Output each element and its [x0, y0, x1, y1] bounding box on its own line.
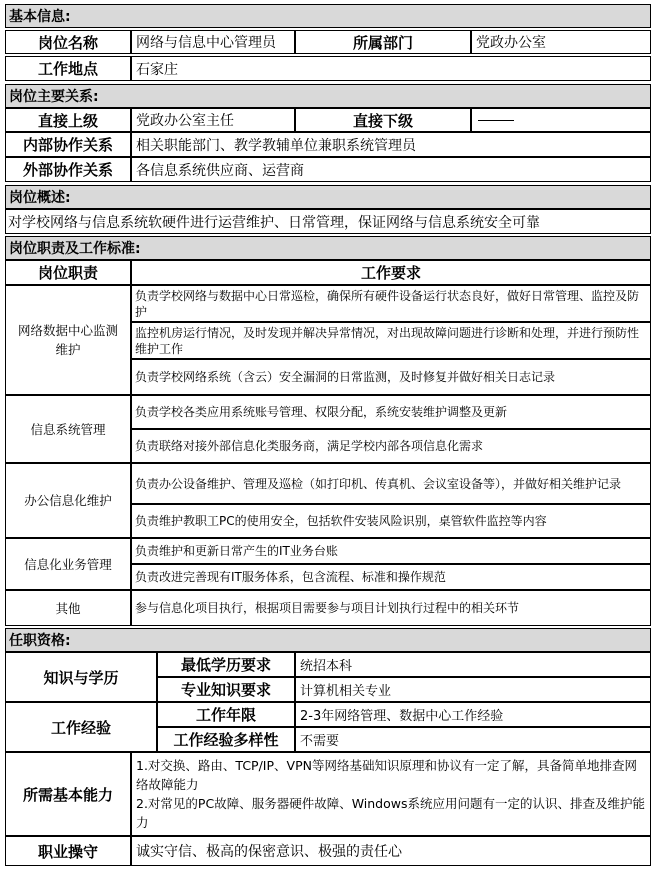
location-label: 工作地点 [5, 56, 131, 81]
location-value: 石家庄 [131, 56, 651, 81]
major-label: 专业知识要求 [157, 677, 295, 702]
duty-group-name: 其他 [5, 590, 131, 626]
experience-label: 工作经验 [5, 702, 157, 752]
superior-value: 党政办公室主任 [131, 108, 295, 132]
dash-mark [478, 120, 514, 121]
duty-group-name: 网络数据中心监测维护 [5, 285, 131, 395]
internal-value: 相关职能部门、教学教辅单位兼职系统管理员 [131, 132, 651, 157]
job-description-table [5, 4, 651, 866]
duty-item: 负责办公设备维护、管理及巡检（如打印机、传真机、会议室设备等），并做好相关维护记录 [131, 463, 651, 504]
overview-text: 对学校网络与信息系统软硬件进行运营维护、日常管理，保证网络与信息系统安全可靠 [5, 209, 651, 234]
ethics-value: 诚实守信、极高的保密意识、极强的责任心 [131, 836, 651, 866]
min-education-label: 最低学历要求 [157, 652, 295, 677]
section-overview-header: 岗位概述: [5, 185, 651, 209]
years-value: 2-3年网络管理、数据中心工作经验 [295, 702, 651, 727]
duty-item: 监控机房运行情况，及时发现并解决异常情况，对出现故障问题进行诊断和处理，并进行预防性维护工作 [131, 322, 651, 359]
duty-column-header: 岗位职责 [5, 260, 131, 285]
external-label: 外部协作关系 [5, 157, 131, 182]
section-relations-header: 岗位主要关系: [5, 84, 651, 108]
duty-group-name: 信息系统管理 [5, 395, 131, 463]
section-qualifications-header: 任职资格: [5, 628, 651, 652]
diversity-label: 工作经验多样性 [157, 727, 295, 752]
diversity-value: 不需要 [295, 727, 651, 752]
duty-item: 负责学校网络系统（含云）安全漏洞的日常监测，及时修复并做好相关日志记录 [131, 359, 651, 395]
department-label: 所属部门 [295, 30, 471, 54]
superior-label: 直接上级 [5, 108, 131, 132]
position-label: 岗位名称 [5, 30, 131, 54]
ability-label: 所需基本能力 [5, 752, 131, 836]
department-value: 党政办公室 [471, 30, 651, 54]
duty-item: 负责学校网络与数据中心日常巡检，确保所有硬件设备运行状态良好，做好日常管理、监控及防护 [131, 285, 651, 322]
duty-group-name: 办公信息化维护 [5, 463, 131, 538]
duty-item: 负责联络对接外部信息化类服务商，满足学校内部各项信息化需求 [131, 429, 651, 463]
ability-item-2: 2.对常见的PC故障、服务器硬件故障、Windows系统应用问题有一定的认识、排查及维护能力 [136, 796, 645, 830]
duty-item: 负责学校各类应用系统账号管理、权限分配，系统安装维护调整及更新 [131, 395, 651, 429]
years-label: 工作年限 [157, 702, 295, 727]
major-value: 计算机相关专业 [295, 677, 651, 702]
knowledge-label: 知识与学历 [5, 652, 157, 702]
section-duties-header: 岗位职责及工作标准: [5, 236, 651, 260]
position-value: 网络与信息中心管理员 [131, 30, 295, 54]
duty-group-name: 信息化业务管理 [5, 538, 131, 590]
min-education-value: 统招本科 [295, 652, 651, 677]
ability-text [131, 752, 651, 836]
requirement-column-header: 工作要求 [131, 260, 651, 285]
ability-item-1: 1.对交换、路由、TCP/IP、VPN等网络基础知识原理和协议有一定了解，具备简单地排查网络故障能力 [136, 758, 637, 792]
subordinate-value [471, 108, 651, 132]
duty-item: 负责维护和更新日常产生的IT业务台账 [131, 538, 651, 564]
duty-item: 负责维护教职工PC的使用安全，包括软件安装风险识别，桌管软件监控等内容 [131, 504, 651, 538]
section-basic-header: 基本信息: [5, 4, 651, 28]
subordinate-label: 直接下级 [295, 108, 471, 132]
duty-item: 参与信息化项目执行，根据项目需要参与项目计划执行过程中的相关环节 [131, 590, 651, 626]
external-value: 各信息系统供应商、运营商 [131, 157, 651, 182]
ethics-label: 职业操守 [5, 836, 131, 866]
internal-label: 内部协作关系 [5, 132, 131, 157]
duty-item: 负责改进完善现有IT服务体系，包含流程、标准和操作规范 [131, 564, 651, 590]
